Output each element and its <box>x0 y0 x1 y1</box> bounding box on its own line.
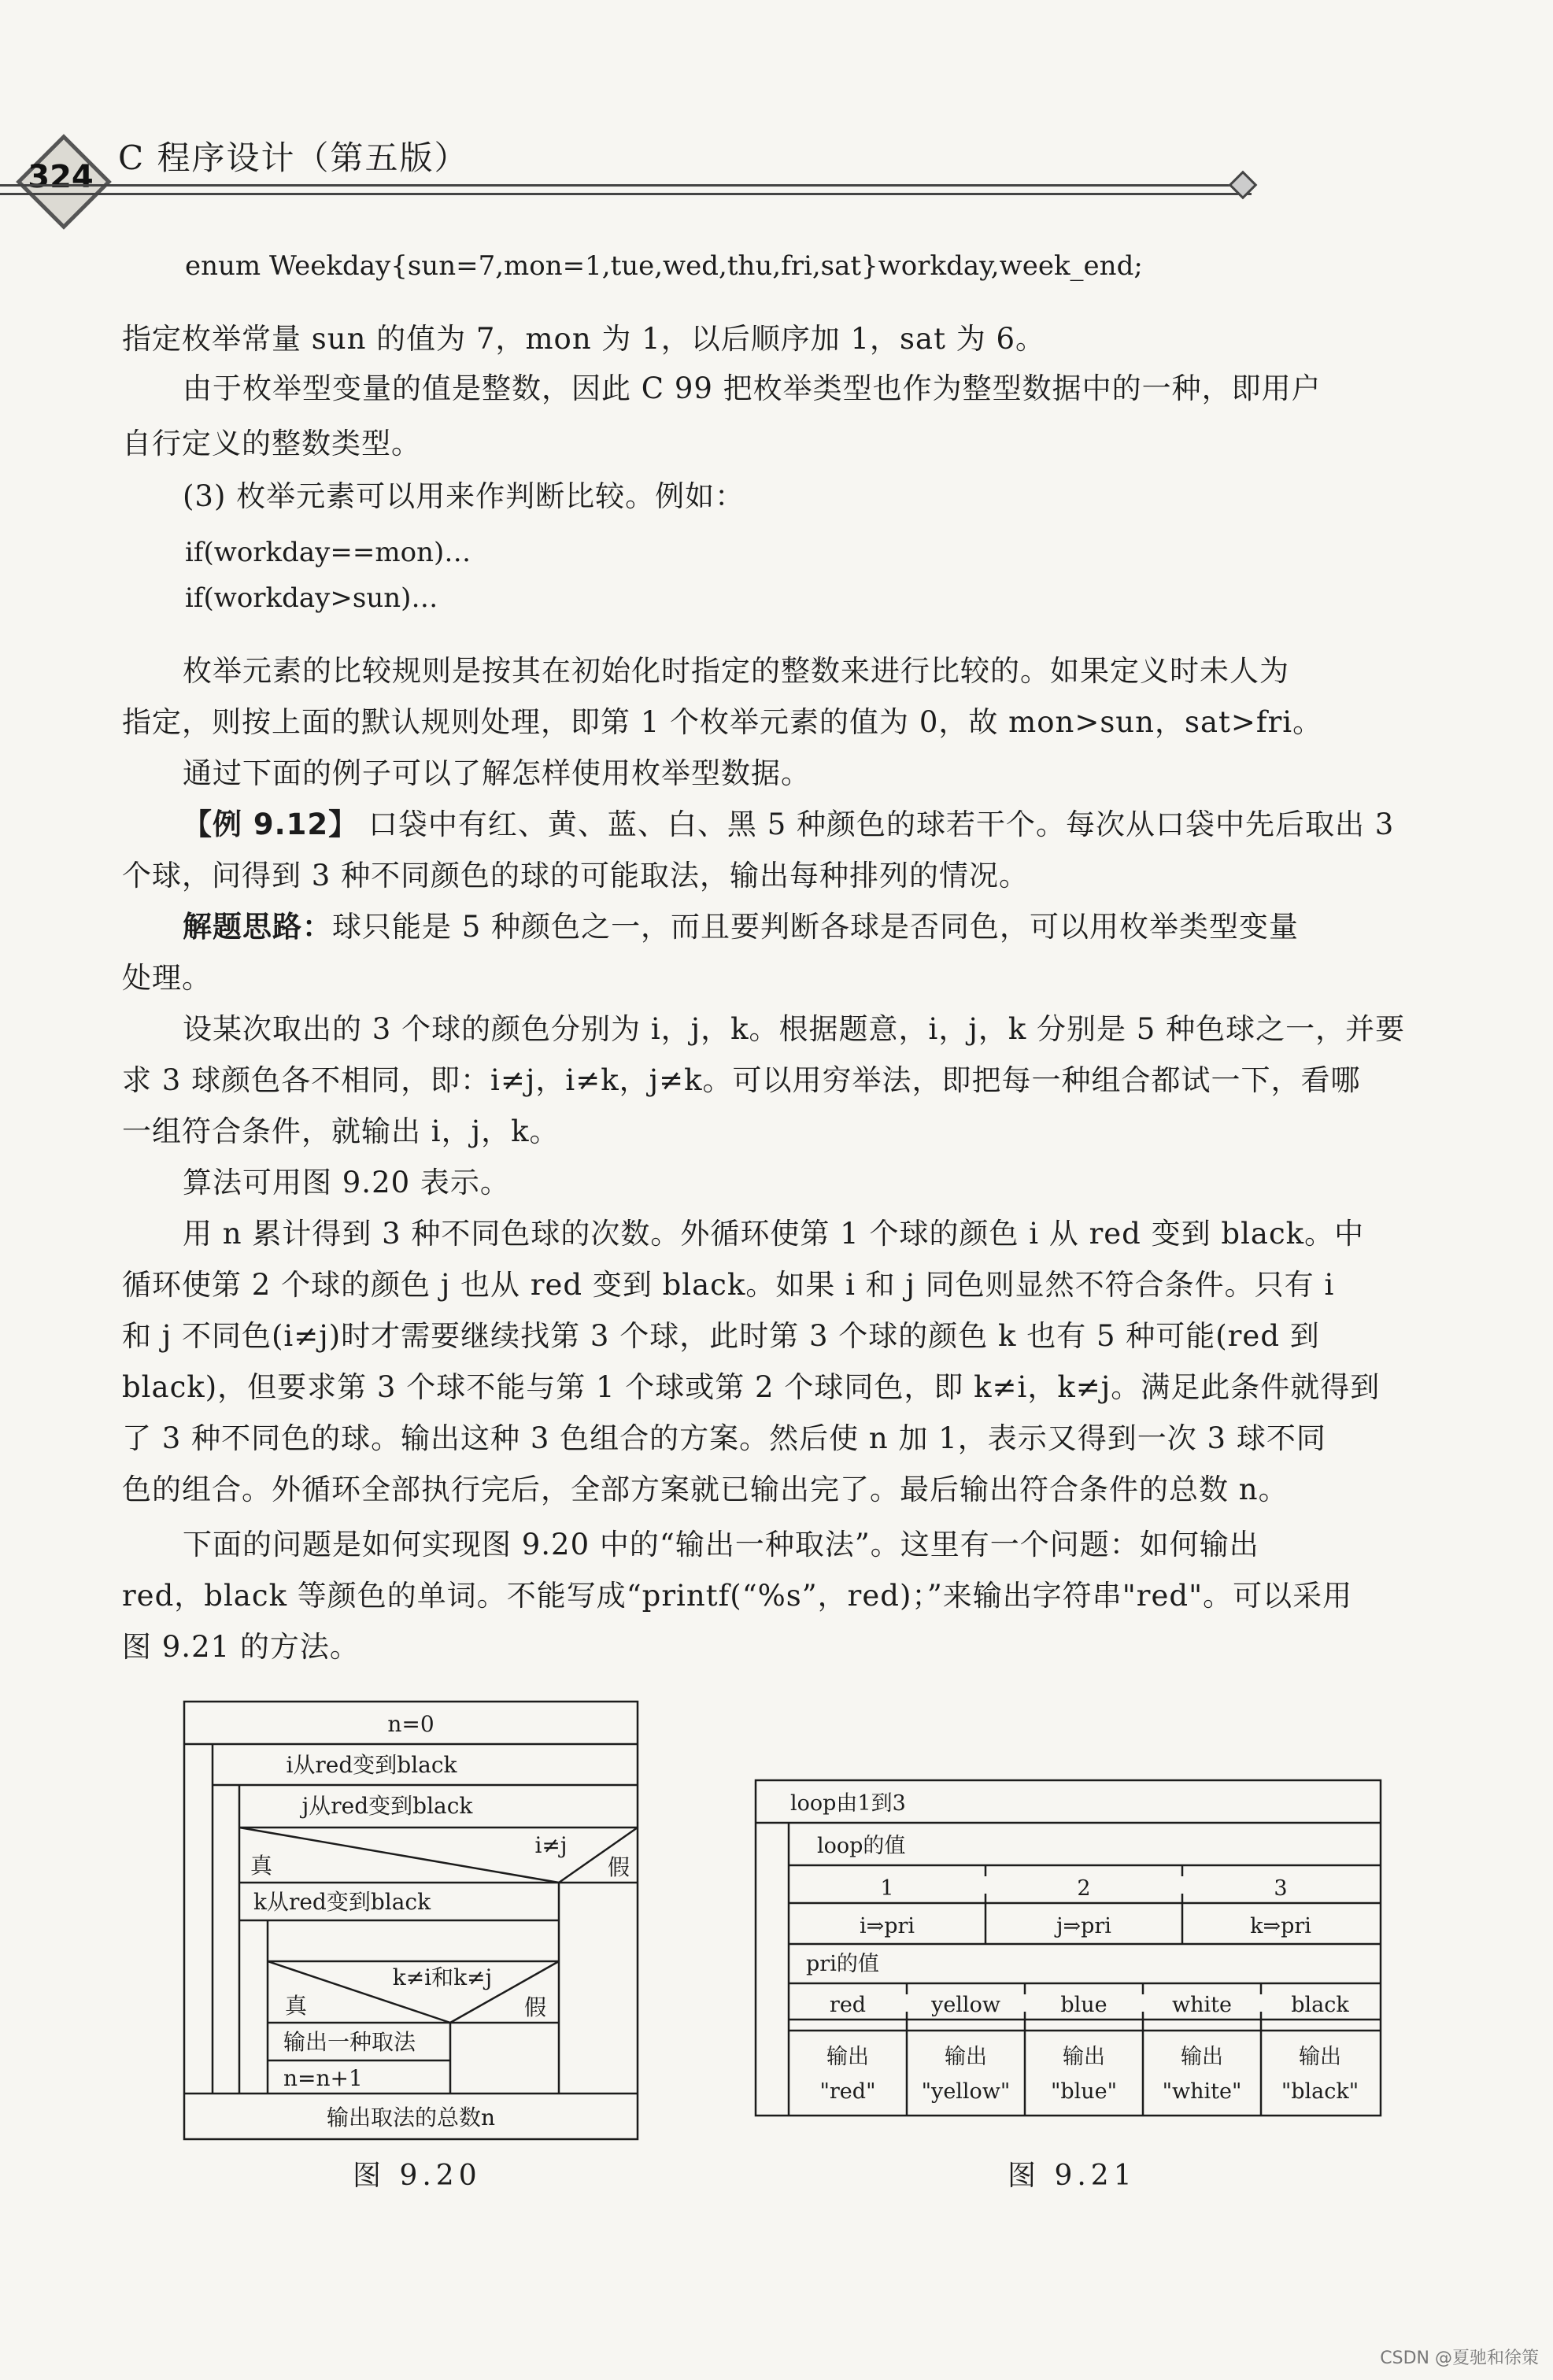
table-output-word-2: 输出 <box>945 2045 987 2069</box>
idea-label: 解题思路： <box>183 910 332 944</box>
table-color-red: red <box>829 1993 867 2017</box>
paragraph-2-line-1: 由于枚举型变量的值是整数，因此 C 99 把枚举类型也作为整型数据中的一种，即用户 <box>183 371 1322 405</box>
idea-line-2: 处理。 <box>122 961 212 995</box>
ns-no-1: 假 <box>608 1854 630 1880</box>
table-case-3: 3 <box>1274 1876 1288 1901</box>
ns-output-one: 输出一种取法 <box>283 2029 416 2055</box>
table-color-yellow: yellow <box>931 1993 1000 2017</box>
paragraph-6-line-1: 设某次取出的 3 个球的颜色分别为 i，j，k。根据题意，i，j，k 分别是 5 种色球之一，并要 <box>183 1012 1406 1046</box>
idea-line-1 <box>183 903 1299 945</box>
paragraph-3: (3) 枚举元素可以用来作判断比较。例如： <box>183 479 745 513</box>
table-output-word-3: 输出 <box>1063 2045 1105 2069</box>
ns-output-total: 输出取法的总数n <box>326 2105 496 2131</box>
code-if-2: if(workday>sun)… <box>185 582 438 614</box>
ns-yes-1: 真 <box>250 1853 273 1879</box>
idea-text-1: 球只能是 5 种颜色之一，而且要判断各球是否同色，可以用枚举类型变量 <box>332 910 1300 944</box>
table-color-black: black <box>1291 1993 1349 2017</box>
paragraph-8-line-1: 用 n 累计得到 3 种不同色球的次数。外循环使第 1 个球的颜色 i 从 red 变到 black。中 <box>183 1217 1365 1251</box>
table-loop-header: loop由1到3 <box>790 1791 906 1816</box>
ns-cond-k: k≠i和k≠j <box>392 1964 493 1990</box>
table-output-blue: "blue" <box>1050 2079 1118 2104</box>
figure-9-21-table <box>754 1779 1382 2117</box>
table-action-i: i⇒pri <box>859 1914 915 1938</box>
example-line-1 <box>183 800 1394 843</box>
paragraph-4-line-1: 枚举元素的比较规则是按其在初始化时指定的整数来进行比较的。如果定义时未人为 <box>183 654 1289 688</box>
table-output-yellow: "yellow" <box>921 2079 1011 2104</box>
table-action-k: k⇒pri <box>1250 1914 1311 1938</box>
paragraph-8-line-4: black)，但要求第 3 个球不能与第 1 个球或第 2 个球同色，即 k≠i，k≠j。满足此条件就得到 <box>122 1370 1381 1404</box>
page-number: 324 <box>28 159 94 195</box>
example-label: 【例 9.12】 <box>183 808 359 841</box>
paragraph-8-line-3: 和 j 不同色(i≠j)时才需要继续找第 3 个球，此时第 3 个球的颜色 k 也有 5 种可能(red 到 <box>122 1319 1320 1353</box>
example-text-1: 口袋中有红、黄、蓝、白、黑 5 种颜色的球若干个。每次从口袋中先后取出 3 <box>368 808 1395 841</box>
table-loop-value: loop的值 <box>817 1834 906 1858</box>
ns-yes-2: 真 <box>285 1993 308 2019</box>
table-action-j: j⇒pri <box>1056 1914 1111 1938</box>
table-output-word-4: 输出 <box>1181 2045 1223 2069</box>
figure-9-20-caption: 图 9.20 <box>353 2160 482 2192</box>
ns-cond-ij: i≠j <box>534 1832 568 1858</box>
paragraph-8-line-2: 循环使第 2 个球的颜色 j 也从 red 变到 black。如果 i 和 j 同色则显然不符合条件。只有 i <box>122 1268 1335 1302</box>
paragraph-7: 算法可用图 9.20 表示。 <box>183 1166 510 1199</box>
figure-9-21-caption: 图 9.21 <box>1008 2160 1137 2192</box>
header-rule <box>0 184 1252 195</box>
ns-increment: n=n+1 <box>283 2065 363 2091</box>
paragraph-9-line-3: 图 9.21 的方法。 <box>122 1630 360 1664</box>
table-case-1: 1 <box>880 1876 894 1901</box>
table-output-word-1: 输出 <box>826 2045 869 2069</box>
watermark: CSDN @夏驰和徐策 <box>1380 2349 1539 2368</box>
ns-loop-i: i从red变到black <box>286 1752 457 1778</box>
paragraph-1: 指定枚举常量 sun 的值为 7，mon 为 1，以后顺序加 1，sat 为 6。 <box>122 322 1046 356</box>
table-output-black: "black" <box>1281 2079 1359 2104</box>
table-color-blue: blue <box>1060 1993 1107 2017</box>
book-title: C 程序设计（第五版） <box>118 139 469 177</box>
table-color-white: white <box>1172 1993 1232 2017</box>
code-enum: enum Weekday{sun=7,mon=1,tue,wed,thu,fri,sat}workday,week_end; <box>185 250 1143 282</box>
paragraph-6-line-3: 一组符合条件，就输出 i，j，k。 <box>122 1114 560 1148</box>
ns-loop-k: k从red变到black <box>253 1889 431 1915</box>
table-case-2: 2 <box>1077 1876 1091 1901</box>
example-line-2: 个球，问得到 3 种不同颜色的球的可能取法，输出每种排列的情况。 <box>122 859 1030 893</box>
table-output-word-5: 输出 <box>1299 2045 1341 2069</box>
paragraph-9-line-2: red，black 等颜色的单词。不能写成“printf(“%s”，red)；”来输出字符串"red"。可以采用 <box>122 1579 1353 1613</box>
table-output-white: "white" <box>1162 2079 1242 2104</box>
figure-9-20-ns-diagram <box>183 1700 639 2141</box>
ns-n-zero: n=0 <box>387 1711 434 1737</box>
code-if-1: if(workday==mon)… <box>185 537 471 568</box>
paragraph-6-line-2: 求 3 球颜色各不相同，即：i≠j，i≠k，j≠k。可以用穷举法，即把每一种组合都试一下，看哪 <box>122 1063 1361 1097</box>
paragraph-4-line-2: 指定，则按上面的默认规则处理，即第 1 个枚举元素的值为 0，故 mon>sun，sat>fri。 <box>122 705 1323 739</box>
table-pri-value: pri的值 <box>806 1952 879 1976</box>
ns-no-2: 假 <box>524 1994 547 2020</box>
paragraph-2-line-2: 自行定义的整数类型。 <box>122 427 421 460</box>
paragraph-9-line-1: 下面的问题是如何实现图 9.20 中的“输出一种取法”。这里有一个问题：如何输出 <box>183 1528 1259 1561</box>
table-output-red: "red" <box>819 2079 876 2104</box>
paragraph-5: 通过下面的例子可以了解怎样使用枚举型数据。 <box>183 756 811 790</box>
paragraph-8-line-5: 了 3 种不同色的球。输出这种 3 色组合的方案。然后使 n 加 1，表示又得到一次 3 球不同 <box>122 1421 1326 1455</box>
paragraph-8-line-6: 色的组合。外循环全部执行完后，全部方案就已输出完了。最后输出符合条件的总数 n。 <box>122 1473 1289 1506</box>
ns-loop-j: j从red变到black <box>301 1793 473 1819</box>
